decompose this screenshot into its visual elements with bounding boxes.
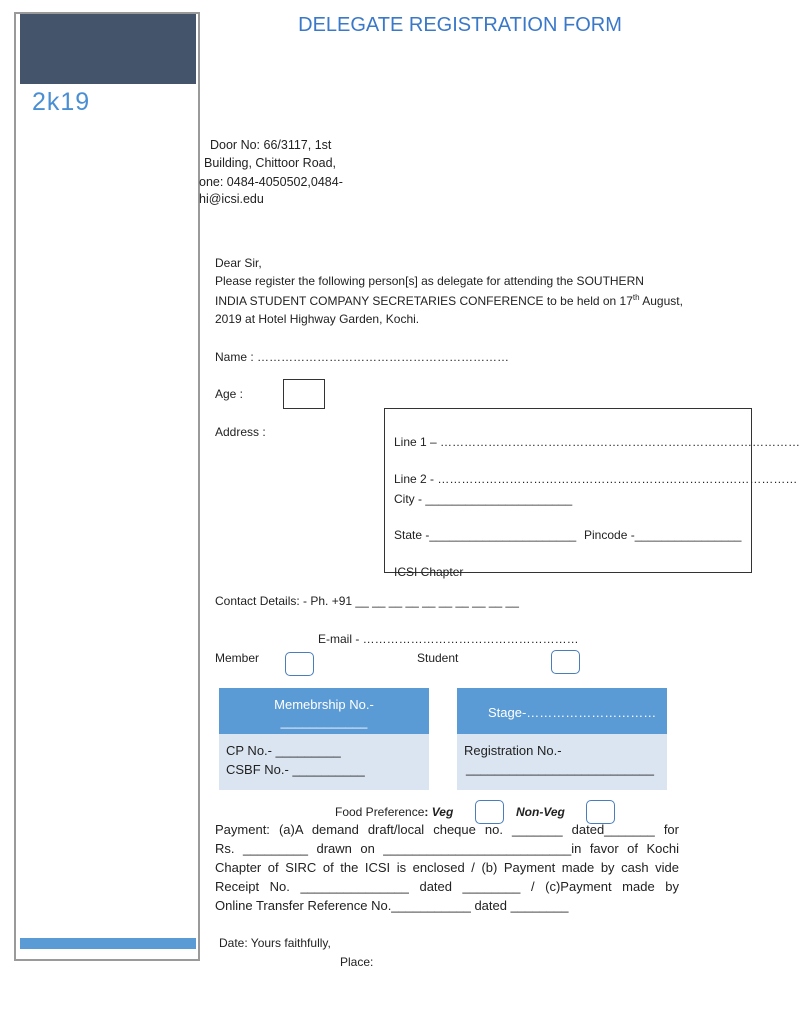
membership-panel-header [219, 688, 429, 734]
registration-no-label: Registration No.- [464, 743, 562, 758]
membership-no-label: Memebrship No.- [274, 697, 374, 712]
sidebar-footer-band [20, 938, 196, 949]
member-label: Member [215, 651, 260, 665]
sidebar-header-band [20, 14, 196, 84]
org-address-line-3: one: 0484-4050502,0484- [199, 175, 343, 189]
salutation: Dear Sir, [215, 256, 262, 270]
email-field[interactable]: E-mail - ……………………………………………… [318, 632, 579, 646]
letter-line-1: Please register the following person[s] as delegate for attending the SOUTHERN [215, 274, 644, 288]
sidebar-year: 2k19 [32, 88, 91, 116]
payment-line-1: Payment: (a)A demand draft/local cheque no. _______ dated_______ for [215, 822, 679, 837]
payment-line-4: Receipt No. _______________ dated ________ / (c)Payment made by [215, 879, 679, 894]
stage-panel-header [457, 688, 667, 734]
veg-label: Veg [431, 805, 454, 819]
student-label: Student [417, 651, 459, 665]
org-address-line-1: Door No: 66/3117, 1st [210, 138, 332, 152]
food-preference-colon: : [424, 805, 432, 819]
payment-line-3: Chapter of SIRC of the ICSI is enclosed / (b) Payment made by cash vide [215, 860, 679, 875]
place-field: Place: [340, 955, 374, 969]
contact-phone-field[interactable]: Contact Details: - Ph. +91 __ __ __ __ __ __ __ __ __ __ [215, 594, 519, 608]
address-box[interactable] [384, 408, 800, 579]
form-title: DELEGATE REGISTRATION FORM [298, 14, 622, 36]
letter-line-2-end: August, [639, 294, 683, 308]
name-field[interactable]: Name : ……………………………………………………… [215, 350, 510, 364]
stage-field[interactable]: Stage-………………………… [488, 705, 657, 720]
address-line-1[interactable]: Line 1 – ……………………………………………………………………………… [394, 435, 800, 449]
pincode-field[interactable]: Pincode -________________ [584, 528, 742, 542]
letter-line-2-text: INDIA STUDENT COMPANY SECRETARIES CONFERENCE to be held on 17 [215, 294, 633, 308]
ordinal-suffix: th [632, 293, 640, 302]
membership-panel-body [219, 734, 429, 790]
address-label: Address : [215, 425, 266, 439]
payment-line-2: Rs. _________ drawn on __________________________in favor of Kochi [215, 841, 679, 856]
age-label: Age : [215, 387, 244, 401]
membership-no-blank[interactable]: ____________ [280, 714, 368, 729]
letter-line-2 [215, 293, 683, 308]
food-preference-label: Food Preference [335, 805, 425, 819]
date-signature-line: Date: Yours faithfully, [219, 936, 331, 950]
food-preference [335, 805, 453, 819]
letter-line-3: 2019 at Hotel Highway Garden, Kochi. [215, 312, 420, 326]
veg-checkbox[interactable] [475, 800, 504, 824]
non-veg-checkbox[interactable] [586, 800, 615, 824]
org-address-line-2: Building, Chittoor Road, [204, 156, 337, 170]
org-address-line-4: hi@icsi.edu [199, 192, 264, 206]
city-field[interactable]: City - ______________________ [394, 492, 573, 506]
member-checkbox[interactable] [285, 652, 314, 676]
sidebar-frame [14, 12, 200, 961]
icsi-chapter-field[interactable]: ICSI Chapter [394, 565, 464, 579]
payment-line-5: Online Transfer Reference No.___________ dated ________ [215, 898, 569, 913]
student-checkbox[interactable] [551, 650, 580, 674]
csbf-no-field[interactable]: CSBF No.- __________ [226, 762, 365, 777]
cp-no-field[interactable]: CP No.- _________ [226, 743, 341, 758]
address-line-2[interactable]: Line 2 - ……………………………………………………………………………… [394, 472, 798, 486]
stage-panel-body [457, 734, 667, 790]
non-veg-label: Non-Veg [516, 805, 565, 819]
age-input-box[interactable] [283, 379, 325, 409]
state-field[interactable]: State -______________________ [394, 528, 577, 542]
registration-no-blank[interactable]: __________________________ [466, 761, 654, 776]
